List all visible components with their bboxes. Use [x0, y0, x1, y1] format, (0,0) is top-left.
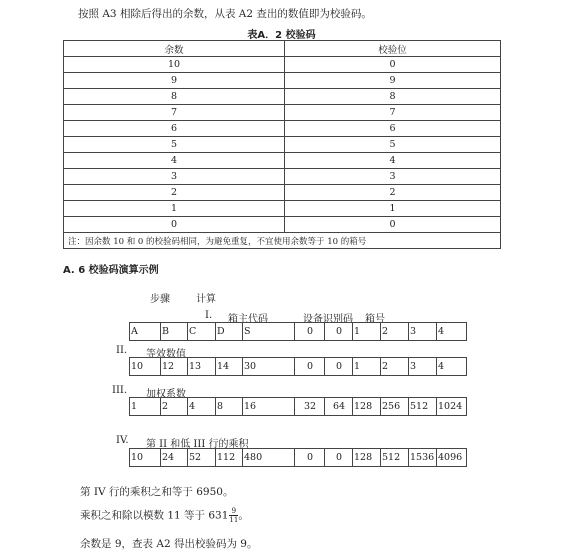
row2-title: 等效数值: [146, 349, 186, 360]
fraction-denominator: 11: [229, 516, 239, 524]
division-end: 。: [238, 509, 249, 522]
row1-cell: 1: [353, 323, 381, 341]
row3-title: 加权系数: [146, 389, 186, 400]
check-digit-cell: 0: [285, 217, 501, 233]
row2-cell: 14: [216, 358, 243, 376]
row4-cell: 24: [161, 449, 188, 467]
table-row: [64, 185, 501, 201]
row3-cell: 128: [353, 398, 381, 416]
check-digit-table: [63, 40, 501, 249]
check-digit-cell: 2: [285, 185, 501, 201]
row2-cell: 30: [243, 358, 295, 376]
remainder-cell: 6: [64, 121, 285, 137]
fraction-numerator: 9: [229, 507, 238, 516]
table-note-row: [64, 233, 501, 249]
row3-cell: 16: [243, 398, 295, 416]
row1-cell: 2: [381, 323, 409, 341]
table-row: [64, 137, 501, 153]
check-digit-cell: 3: [285, 169, 501, 185]
row3-label: III.: [112, 385, 128, 396]
row3-cell: 32: [295, 398, 325, 416]
row4-cell: 0: [295, 449, 325, 467]
row2-cell: 2: [381, 358, 409, 376]
row1-cell: D: [216, 323, 243, 341]
check-digit-cell: 8: [285, 89, 501, 105]
row2-label: II.: [116, 345, 128, 356]
remainder-cell: 4: [64, 153, 285, 169]
table-header-row: [64, 41, 501, 57]
check-digit-cell: 1: [285, 201, 501, 217]
row1-cell: 0: [295, 323, 325, 341]
row4-cell: 10: [130, 449, 161, 467]
table-caption: 表A．2 校验码: [247, 30, 316, 41]
steps-label: 步骤: [150, 294, 170, 305]
row4-cell: 480: [243, 449, 295, 467]
row4-cell: 512: [381, 449, 409, 467]
check-digit-cell: 9: [285, 73, 501, 89]
row3-cell: 256: [381, 398, 409, 416]
row2-cell: 0: [325, 358, 353, 376]
check-digit-cell: 7: [285, 105, 501, 121]
row2-cell: 4: [437, 358, 467, 376]
table-row: [64, 121, 501, 137]
row4-cell: 52: [188, 449, 216, 467]
row2-cell: 10: [130, 358, 161, 376]
row1-cell: B: [161, 323, 188, 341]
table-row: [64, 169, 501, 185]
row1-owner-label: 箱主代码: [228, 314, 268, 325]
row3-cell: 512: [409, 398, 437, 416]
row4-title: 第 II 和低 III 行的乘积: [146, 439, 249, 450]
section-title: A. 6 校验码演算示例: [63, 265, 159, 276]
row4-grid: [129, 448, 467, 467]
table-row: [64, 201, 501, 217]
row1-cell: 3: [409, 323, 437, 341]
table-row: [64, 73, 501, 89]
row2-cell: 12: [161, 358, 188, 376]
row4-cell: 4096: [437, 449, 467, 467]
remainder-cell: 1: [64, 201, 285, 217]
row1-cell: C: [188, 323, 216, 341]
row1-grid: [129, 322, 467, 341]
remainder-cell: 10: [64, 57, 285, 73]
row3-cell: 2: [161, 398, 188, 416]
row3-cell: 1024: [437, 398, 467, 416]
header-check-digit: 校验位: [285, 41, 501, 57]
row3-cell: 4: [188, 398, 216, 416]
division-text: [80, 507, 249, 524]
row2-cell: 0: [295, 358, 325, 376]
row1-cell: 4: [437, 323, 467, 341]
table-note: 注：因余数 10 和 0 的校验码相同，为避免重复，不宜使用余数等于 10 的箱号: [64, 233, 501, 249]
table-row: [64, 89, 501, 105]
row2-grid: [129, 357, 467, 376]
row2-cell: 1: [353, 358, 381, 376]
division-prefix: 乘积之和除以模数 11 等于 631: [80, 509, 229, 522]
table-row: [64, 217, 501, 233]
table-row: [64, 153, 501, 169]
row4-cell: 112: [216, 449, 243, 467]
result-text: 余数是 9，查表 A2 得出校验码为 9。: [80, 538, 258, 550]
row1-cell: A: [130, 323, 161, 341]
row1-label: I.: [205, 310, 213, 321]
remainder-cell: 7: [64, 105, 285, 121]
remainder-cell: 0: [64, 217, 285, 233]
check-digit-cell: 6: [285, 121, 501, 137]
remainder-cell: 3: [64, 169, 285, 185]
row1-device-label: 设备识别码: [303, 314, 353, 325]
table-row: [64, 57, 501, 73]
table-row: [64, 105, 501, 121]
row2-cell: 13: [188, 358, 216, 376]
remainder-cell: 9: [64, 73, 285, 89]
intro-text: 按照 A3 相除后得出的余数，从表 A2 查出的数值即为校验码。: [78, 8, 372, 20]
row3-cell: 64: [325, 398, 353, 416]
row1-cell: 0: [325, 323, 353, 341]
calc-label: 计算: [196, 294, 216, 305]
row3-cell: 1: [130, 398, 161, 416]
check-digit-cell: 0: [285, 57, 501, 73]
row3-cell: 8: [216, 398, 243, 416]
header-remainder: 余数: [64, 41, 285, 57]
row4-cell: 1536: [409, 449, 437, 467]
row2-cell: 3: [409, 358, 437, 376]
remainder-cell: 2: [64, 185, 285, 201]
row4-cell: 128: [353, 449, 381, 467]
row4-label: IV.: [116, 435, 129, 446]
remainder-cell: 8: [64, 89, 285, 105]
row3-grid: [129, 397, 467, 416]
row1-serial-label: 箱号: [365, 314, 385, 325]
check-digit-cell: 5: [285, 137, 501, 153]
check-digit-cell: 4: [285, 153, 501, 169]
sum-text: 第 IV 行的乘积之和等于 6950。: [80, 486, 234, 498]
remainder-cell: 5: [64, 137, 285, 153]
division-fraction: [229, 507, 238, 524]
row1-cell: S: [243, 323, 295, 341]
row4-cell: 0: [325, 449, 353, 467]
